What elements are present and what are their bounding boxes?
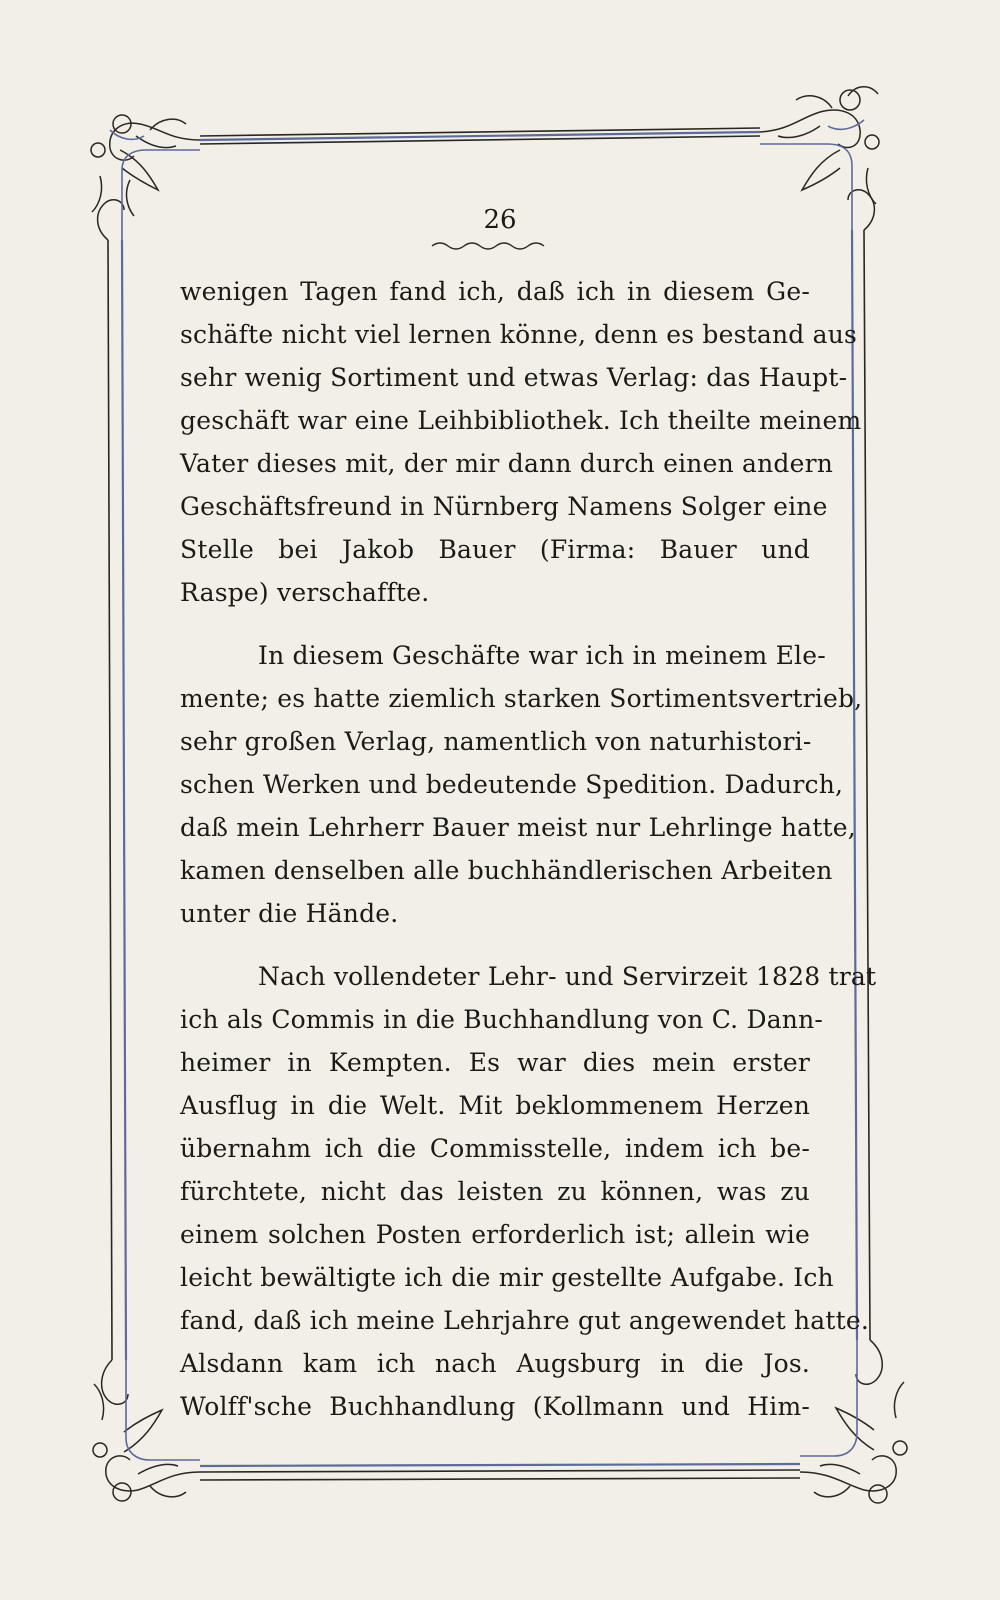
- text-line: sehr großen Verlag, namentlich von naturhistori-: [180, 727, 812, 756]
- number-underline-flourish: [432, 243, 544, 249]
- text-line: Raspe) verschaffte.: [180, 578, 430, 607]
- text-line: Ausflug in die Welt. Mit beklommenem Herzen: [180, 1091, 810, 1120]
- text-line: Vater dieses mit, der mir dann durch einen andern: [180, 449, 834, 478]
- text-line: Stelle bei Jakob Bauer (Firma: Bauer und: [180, 535, 810, 564]
- text-line: fand, daß ich meine Lehrjahre gut angewendet hatte.: [180, 1306, 870, 1335]
- text-line: heimer in Kempten. Es war dies mein erster: [180, 1048, 810, 1077]
- text-line: Wolff'sche Buchhandlung (Kollmann und Him-: [180, 1392, 810, 1421]
- corner-ornament-top-right: [760, 87, 879, 230]
- text-line: leicht bewältigte ich die mir gestellte Aufgabe. Ich: [180, 1263, 834, 1292]
- text-line: In diesem Geschäfte war ich in meinem Ele-: [258, 641, 826, 670]
- text-line: Alsdann kam ich nach Augsburg in die Jos.: [180, 1349, 810, 1378]
- text-line: schen Werken und bedeutende Spedition. Dadurch,: [180, 770, 844, 799]
- text-line: Nach vollendeter Lehr- und Servirzeit 1828 trat: [258, 962, 877, 991]
- body-text: [180, 270, 877, 1428]
- text-line: fürchtete, nicht das leisten zu können, was zu: [180, 1177, 810, 1206]
- text-line: einem solchen Posten erforderlich ist; allein wie: [180, 1220, 810, 1249]
- text-line: geschäft war eine Leihbibliothek. Ich theilte meinem: [180, 406, 862, 435]
- corner-ornament-bottom-right: [800, 1340, 907, 1503]
- text-line: Geschäftsfreund in Nürnberg Namens Solger eine: [180, 492, 828, 521]
- text-line: schäfte nicht viel lernen könne, denn es bestand aus: [180, 320, 858, 349]
- text-line: sehr wenig Sortiment und etwas Verlag: das Haupt-: [180, 363, 848, 392]
- page-number: 26: [483, 205, 517, 235]
- text-line: unter die Hände.: [180, 899, 399, 928]
- text-line: ich als Commis in die Buchhandlung von C. Dann-: [180, 1005, 824, 1034]
- text-line: daß mein Lehrherr Bauer meist nur Lehrlinge hatte,: [180, 813, 856, 842]
- text-line: kamen denselben alle buchhändlerischen Arbeiten: [180, 856, 833, 885]
- text-line: wenigen Tagen fand ich, daß ich in diesem Ge-: [180, 277, 810, 306]
- corner-ornament-top-left: [91, 115, 200, 240]
- text-line: mente; es hatte ziemlich starken Sortimentsvertrieb,: [180, 684, 863, 713]
- text-line: übernahm ich die Commisstelle, indem ich be-: [180, 1134, 810, 1163]
